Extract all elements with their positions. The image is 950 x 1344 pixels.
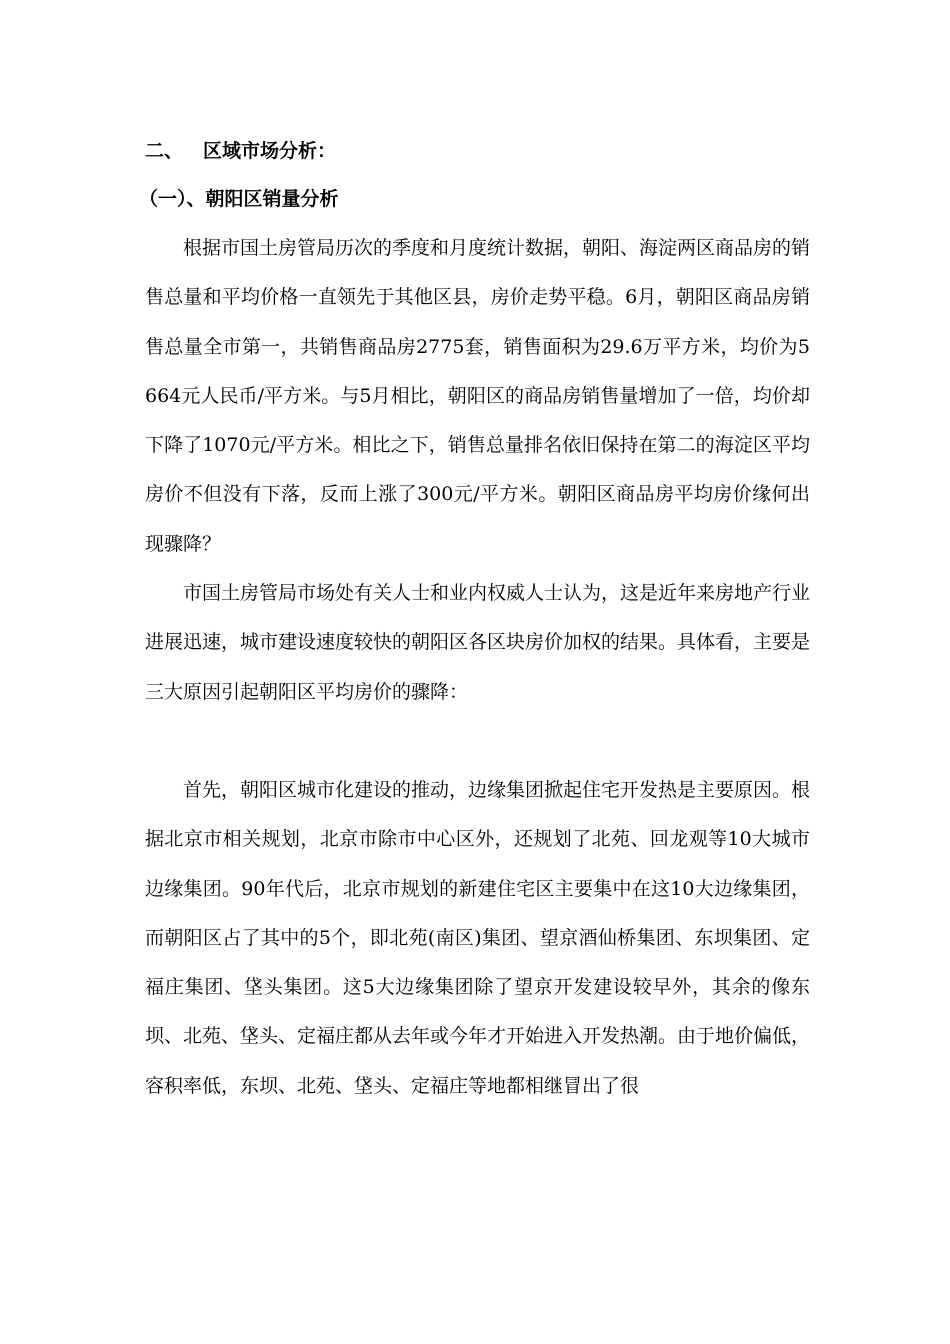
subsection-heading: （一）、朝阳区销量分析 (139, 188, 339, 210)
paragraph-first-reason: 首先，朝阳区城市化建设的推动，边缘集团掀起住宅开发热是主要原因。根据北京市相关规划，北京市除市中心区外，还规划了北苑、回龙观等10大城市边缘集团。90年代后，北京市规划的新建住宅区主要集中在这10大边缘集团，而朝阳区占了其中的5个，即北苑(南区)集团、望京酒仙桥集团、东坝集团、定福庄集团、垡头集团。这5大边缘集团除了望京开发建设较早外，其余的像东坝、北苑、垡头、定福庄都从去年或今年才开始进入开发热潮。由于地价偏低，容积率低，东坝、北苑、垡头、定福庄等地都相继冒出了很 (145, 778, 811, 1097)
section-heading (145, 128, 810, 174)
document-body (139, 128, 811, 1111)
paragraph-expert-opinion: 市国土房管局市场处有关人士和业内权威人士认为，这是近年来房地产行业进展迅速，城市建设速度较快的朝阳区各区块房价加权的结果。具体看，主要是三大原因引起朝阳区平均房价的骤降： (145, 582, 811, 703)
section-title: 区域市场分析： (203, 140, 337, 162)
paragraph-sales-overview: 根据市国土房管局历次的季度和月度统计数据，朝阳、海淀两区商品房的销售总量和平均价格一直领先于其他区县，房价走势平稳。6月，朝阳区商品房销售总量全市第一，共销售商品房2775套，销售面积为29.6万平方米，均价为5664元人民币/平方米。与5月相比，朝阳区的商品房销售量增加了一倍，均价却下降了1070元/平方米。相比之下，销售总量排名依旧保持在第二的海淀区平均房价不但没有下落，反而上涨了300元/平方米。朝阳区商品房平均房价缘何出现骤降？ (145, 237, 811, 555)
section-number: 二、 (145, 140, 184, 162)
blank-line (145, 717, 810, 766)
